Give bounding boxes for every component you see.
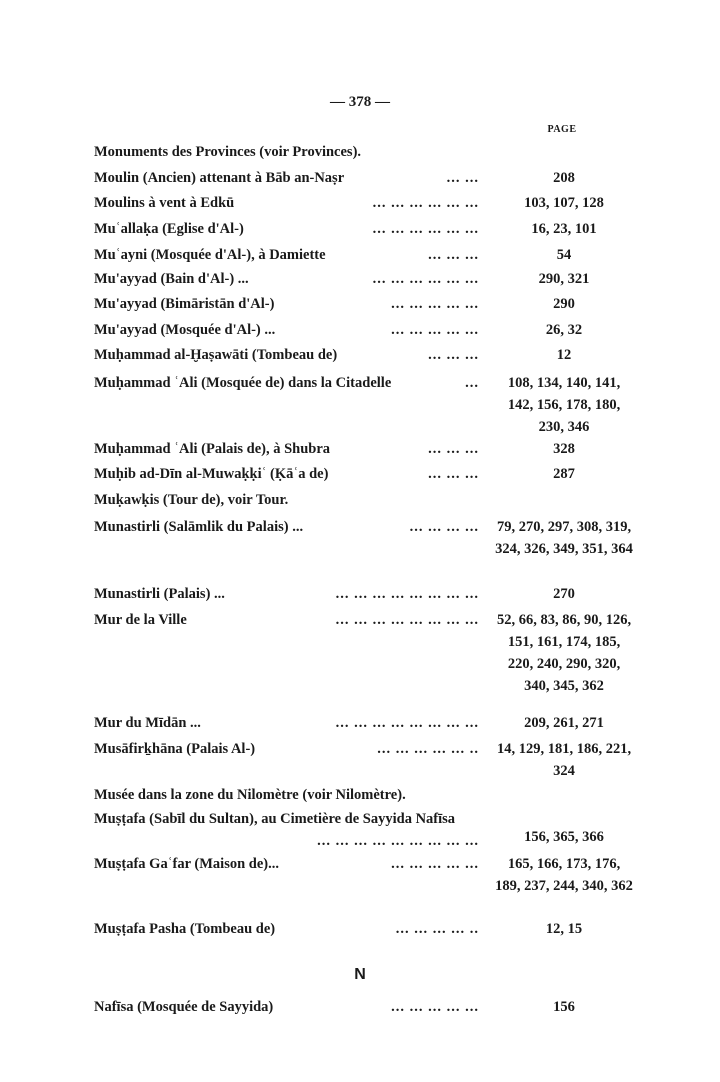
entry-term: Monuments des Provinces (voir Provinces).: [94, 144, 362, 160]
entry-term: Mu'ayyad (Bain d'Al-) ...: [94, 271, 249, 287]
entry-pages: 103, 107, 128: [524, 195, 604, 211]
entry-pages: 208: [553, 170, 575, 186]
leader-dots: ... ... ... ... ...: [391, 296, 479, 312]
entry-term: Mu'ayyad (Bimāristān d'Al-): [94, 296, 275, 312]
entry-term: Muḥammad al-Ḫaṣawāti (Tombeau de): [94, 347, 338, 363]
entry-term: Mur de la Ville: [94, 612, 187, 628]
entry-term: Munastirli (Palais) ...: [94, 586, 225, 602]
entry-pages: 287: [553, 466, 575, 482]
entry-term: Nafīsa (Mosquée de Sayyida): [94, 999, 274, 1015]
leader-dots: ... ... ... ... ... ... ... ...: [335, 715, 479, 731]
leader-dots: ... ...: [446, 170, 479, 186]
leader-dots: ... ... ... ... ... ...: [372, 271, 479, 287]
leader-dots: ...: [465, 375, 479, 391]
entry-term: Musée dans la zone du Nilomètre (voir Nilomètre).: [94, 787, 406, 803]
leader-dots: ... ... ... ... ... ...: [372, 195, 479, 211]
entry-term: Mur du Mīdān ...: [94, 715, 201, 731]
leader-dots: ... ... ... ... ... ... ... ... ...: [317, 833, 479, 849]
leader-dots: ... ... ... ... ... ... ... ...: [335, 586, 479, 602]
entry-term: Munastirli (Salāmlik du Palais) ...: [94, 519, 304, 535]
entry-pages: 328: [553, 441, 575, 457]
entry-pages: 54: [556, 247, 572, 263]
entry-pages: 16, 23, 101: [531, 221, 597, 237]
section-letter: N: [354, 966, 366, 983]
entry-pages: 26, 32: [545, 322, 583, 338]
entry-pages: 12, 15: [545, 921, 583, 937]
leader-dots: ... ... ... ... ...: [391, 999, 479, 1015]
entry-term: Muṣṭafa Gaʿfar (Maison de)...: [94, 856, 279, 872]
entry-term: Muʿayni (Mosquée d'Al-), à Damiette: [94, 247, 326, 263]
entry-pages: 209, 261, 271: [524, 715, 604, 731]
leader-dots: ... ... ... ... ..: [395, 921, 479, 937]
page-column-heading: PAGE: [547, 124, 577, 135]
leader-dots: ... ... ... ... ... ...: [372, 221, 479, 237]
leader-dots: ... ... ...: [428, 466, 479, 482]
entry-term: Muṣṭafa Pasha (Tombeau de): [94, 921, 276, 937]
entry-term: Muḥib ad-Dīn al-Muwaḳḳiʿ (Ḳāʿa de): [94, 466, 329, 482]
entry-pages: 108, 134, 140, 141, 142, 156, 178, 180, 230, 346: [507, 375, 621, 435]
entry-term: Muḥammad ʿAli (Palais de), à Shubra: [94, 441, 331, 457]
leader-dots: ... ... ...: [428, 441, 479, 457]
entry-pages: 165, 166, 173, 176, 189, 237, 244, 340, 362: [495, 856, 633, 894]
entry-term: Muʿallaḳa (Eglise d'Al-): [94, 221, 244, 237]
leader-dots: ... ... ... ... ...: [391, 856, 479, 872]
entry-pages: 270: [553, 586, 575, 602]
entry-term: Musāfirḵhāna (Palais Al-): [94, 741, 256, 757]
leader-dots: ... ... ...: [428, 347, 479, 363]
entry-term: Muḥammad ʿAli (Mosquée de) dans la Citadelle: [94, 375, 392, 391]
leader-dots: ... ... ...: [428, 247, 479, 263]
entry-term: Mu'ayyad (Mosquée d'Al-) ...: [94, 322, 276, 338]
entry-pages: 156: [553, 999, 575, 1015]
entry-pages: 52, 66, 83, 86, 90, 126, 151, 161, 174, 185, 220, 240, 290, 320, 340, 345, 362: [496, 612, 632, 694]
entry-pages: 290, 321: [538, 271, 590, 287]
entry-term: Muḳawḳis (Tour de), voir Tour.: [94, 492, 289, 508]
page-number: — 378 —: [330, 94, 390, 110]
entry-term: Moulin (Ancien) attenant à Bāb an-Naṣr: [94, 170, 345, 186]
leader-dots: ... ... ... ... ...: [391, 322, 479, 338]
entry-term: Moulins à vent à Edkū: [94, 195, 235, 211]
leader-dots: ... ... ... ... ... ... ... ...: [335, 612, 479, 628]
entry-pages: 79, 270, 297, 308, 319, 324, 326, 349, 351, 364: [495, 519, 633, 557]
entry-pages: 156, 365, 366: [524, 829, 604, 845]
entry-pages: 14, 129, 181, 186, 221, 324: [496, 741, 632, 779]
entry-pages: 290: [553, 296, 575, 312]
entry-term: Muṣṭafa (Sabīl du Sultan), au Cimetière de Sayyida Nafīsa: [94, 811, 456, 827]
leader-dots: ... ... ... ... ... ..: [377, 741, 479, 757]
entry-pages: 12: [556, 347, 572, 363]
leader-dots: ... ... ... ...: [409, 519, 479, 535]
